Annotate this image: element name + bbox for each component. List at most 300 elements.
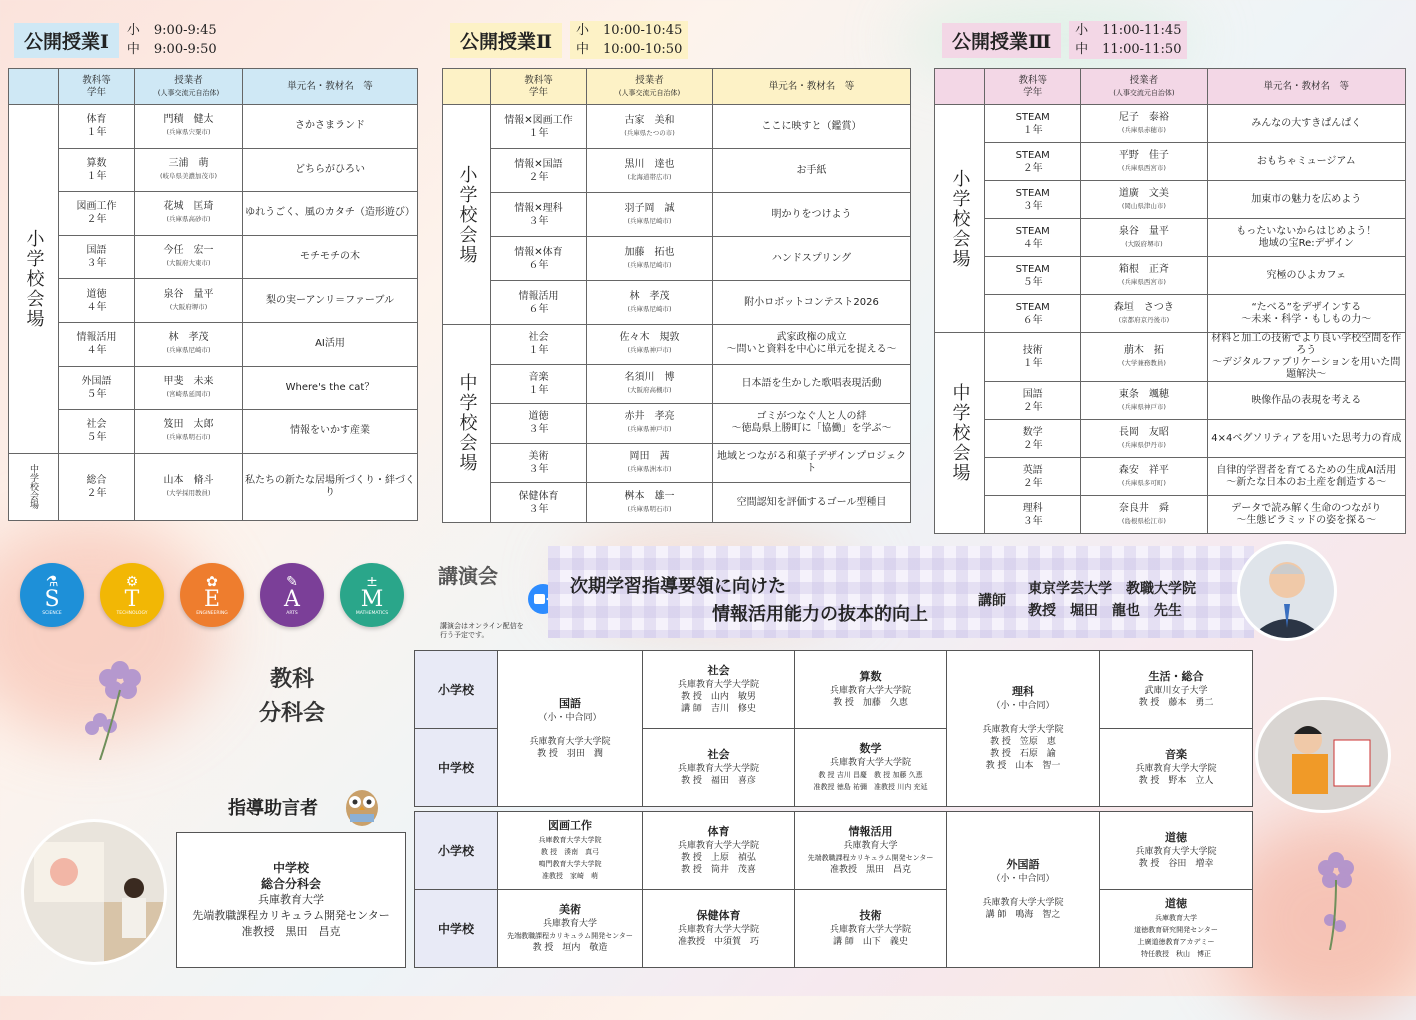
steam-word: MATHEMATICS: [355, 610, 389, 616]
kyoka-line: 兵庫教育大学大学院: [677, 763, 759, 774]
kyoka-name: 理科: [1012, 684, 1034, 698]
teacher-name: 東条 颯穂: [1118, 388, 1169, 400]
level-jh: 中学校: [415, 729, 498, 807]
advisor-line: 中学校: [272, 861, 309, 875]
kyoka-zuga: [498, 812, 643, 890]
kyoka-line: 道徳教育研究開発センター: [1134, 925, 1218, 934]
teacher-org: (兵庫県宍粟市): [166, 128, 211, 137]
subject-cell: [985, 333, 1081, 382]
teacher-name: 桝本 雄一: [624, 490, 675, 502]
kyoka-line: 講 師 山下 義史: [833, 936, 908, 947]
teacher-name: 泉谷 量平: [1118, 225, 1169, 237]
teacher-cell: [587, 404, 713, 444]
unit-cell: [1207, 496, 1405, 534]
unit-name: さかさまランド: [295, 120, 365, 132]
steam-letter: S: [44, 586, 60, 612]
speaker-photo: [1240, 544, 1334, 638]
unit-cell: [1207, 181, 1405, 219]
bunka-line: 分科会: [258, 700, 325, 726]
unit-name: 材料と加工の技術でより良い学校空間を作ろう 〜デジタルファブリケーションを用いた問題解決〜: [1211, 333, 1402, 380]
jh-venue-label: [9, 453, 59, 520]
subject-name: 道徳: [86, 288, 107, 300]
unit-name: 地域とつながる和菓子デザインプロジェクト: [717, 451, 906, 475]
teacher-cell: [587, 281, 713, 325]
teacher-org: (大学採用教員): [166, 488, 211, 497]
teacher-cell: [587, 105, 713, 149]
flower-decoration: [1300, 840, 1380, 950]
subject-cell: [491, 281, 587, 325]
grade: ５年: [1022, 276, 1043, 288]
kyoka-line: 兵庫教育大学大学院: [982, 897, 1064, 908]
advisor-line: 兵庫教育大学: [258, 893, 324, 906]
kyoka-line: 准教授 徳島 祐彌 准教授 川内 充延: [813, 782, 928, 791]
kyoka-name: 美術: [559, 902, 581, 916]
teacher-name: 林 孝茂: [629, 290, 670, 302]
kyoka-name: 道徳: [1165, 896, 1187, 910]
teacher-org: (兵庫県神戸市): [627, 425, 672, 434]
teacher-cell: [1081, 105, 1207, 143]
lesson1-header: [14, 18, 217, 62]
kyoka-line: 教 授 垣内 敬造: [532, 942, 608, 953]
teacher-org: (大学兼務教員): [1121, 359, 1166, 367]
kyoka-joho: [795, 812, 947, 890]
advisor-box: [176, 832, 406, 968]
kyoka-line: 兵庫教育大学大学院: [829, 685, 911, 696]
steam-letter: M: [360, 586, 384, 612]
unit-name: 自律的学習者を育てるための生成AI活用 〜新たな日本のお土産を創造する〜: [1216, 464, 1397, 488]
kyoka-line: 教 授 羽田 潤: [537, 748, 603, 759]
unit-cell: [1207, 420, 1405, 458]
unit-name: ハンドスプリング: [771, 252, 852, 264]
teacher-cell: [135, 235, 243, 279]
teacher-name: 古家 美和: [624, 114, 675, 126]
teacher-name: 道廣 文美: [1118, 187, 1169, 199]
grade: １年: [86, 127, 107, 139]
time-level: 小: [576, 23, 590, 38]
teacher-org: (京都府京丹後市): [1118, 315, 1170, 324]
teacher-org: (兵庫県神戸市): [1121, 402, 1166, 411]
header-unit: 単元名・教材名 等: [243, 69, 418, 105]
header-teacher: [135, 69, 243, 105]
subject-cell: [491, 364, 587, 404]
lesson1-times: [127, 21, 217, 59]
teacher-org: (兵庫県たつの市): [624, 128, 675, 137]
kyoka-line: 先端教職課程カリキュラム開発センター: [507, 931, 633, 940]
kyoka-taiiku: [643, 812, 795, 890]
unit-name: 武家政権の成立 〜問いと資料を中心に単元を捉える〜: [726, 332, 897, 356]
unit-name: 4×4ベグソリティアを用いた思考力の育成: [1211, 432, 1402, 444]
kyoka-line: 上廣道徳教育アカデミー: [1137, 937, 1215, 946]
subject-name: 図画工作: [76, 201, 117, 213]
grade: ６年: [528, 259, 549, 271]
subject-cell: [491, 193, 587, 237]
header-teacher-sub: (人事交流元自治体): [157, 88, 220, 97]
teacher-name: 名須川 博: [624, 371, 675, 383]
unit-cell: [243, 366, 418, 410]
subject-name: 情報活用: [76, 332, 117, 344]
kyoka-line: 教 授 藤本 勇二: [1138, 697, 1214, 708]
advisor-line: 准教授 黒田 昌克: [241, 925, 341, 938]
steam-circle-s: [20, 563, 84, 627]
subject-cell: [491, 149, 587, 193]
kyoka-line: 鳴門教育大学大学院: [538, 859, 602, 868]
kyoka-table-2: [414, 811, 1253, 968]
subject-name: 理科: [1022, 502, 1043, 514]
kyoka-line: 特任教授 秋山 博正: [1141, 949, 1211, 958]
grade: ４年: [86, 345, 107, 357]
teacher-name: 佐々木 規敦: [619, 332, 680, 344]
time-value: 10:00-10:50: [603, 42, 683, 57]
subject-name: 算数: [86, 157, 107, 169]
teacher-name: 箱根 正斉: [1118, 263, 1169, 275]
teacher-org: (大阪府高槻市): [627, 385, 672, 394]
kyoka-line: 兵庫教育大学大学院: [677, 679, 759, 690]
unit-cell: [243, 322, 418, 366]
kyoka-line: 兵庫教育大学大学院: [529, 736, 611, 747]
teacher-name: 花城 匡琦: [163, 201, 214, 213]
grade: ５年: [86, 432, 107, 444]
advisor-line: 先端教職課程カリキュラム開発センター: [192, 909, 390, 922]
steam-word: SCIENCE: [42, 610, 62, 616]
time-value: 10:00-10:45: [603, 23, 683, 38]
teacher-org: (大阪府大東市): [166, 259, 211, 268]
subject-name: 美術: [528, 451, 549, 463]
unit-name: もったいないからはじめよう！ 地域の宝Re:デザイン: [1236, 225, 1377, 249]
grade: ２年: [528, 171, 549, 183]
subject-name: 情報活用: [518, 290, 559, 302]
subject-name: STEAM: [1015, 111, 1050, 123]
teacher-org: (北海道帯広市): [627, 172, 672, 181]
time-value: 9:00-9:45: [153, 23, 217, 38]
kyoka-shakai-j: [643, 729, 795, 807]
subject-cell: [985, 382, 1081, 420]
grade: ６年: [1022, 314, 1043, 326]
steam-circle-e: [180, 563, 244, 627]
subject-name: 外国語: [81, 375, 112, 387]
unit-cell: [243, 279, 418, 323]
teacher-cell: [587, 237, 713, 281]
header-subject: 教科等 学年: [59, 69, 135, 105]
subject-name: STEAM: [1015, 225, 1050, 237]
kyoka-line: 兵庫教育大学大学院: [829, 924, 911, 935]
subject-cell: [59, 453, 135, 520]
subject-name: STEAM: [1015, 149, 1050, 161]
teacher-name: 森垣 さつき: [1113, 301, 1174, 313]
kyoka-gijutsu: [795, 890, 947, 968]
kyoka-name: 生活・総合: [1148, 669, 1204, 683]
subject-cell: [985, 105, 1081, 143]
teacher-name: 萠木 拓: [1123, 345, 1164, 356]
kyoka-line: 兵庫教育大学大学院: [538, 835, 602, 844]
elem-venue-label: [9, 105, 59, 454]
lesson2-table: [442, 68, 911, 523]
teacher-cell: [135, 105, 243, 149]
header-teacher-label: 授業者: [1129, 74, 1159, 86]
kyoka-line: 教 授 湊南 真弓: [540, 847, 600, 856]
teacher-name: 門積 健太: [163, 114, 214, 126]
subject-cell: [59, 410, 135, 454]
level-jh: 中学校: [415, 890, 498, 968]
kyoka-name: 道徳: [1165, 830, 1187, 844]
time-level: 小: [1075, 23, 1089, 38]
kyoka-line: 教 授 谷田 増幸: [1138, 858, 1214, 869]
header-unit: 単元名・教材名 等: [713, 69, 911, 105]
subject-name: STEAM: [1015, 263, 1050, 275]
teacher-org: (大阪府堺市): [1125, 239, 1163, 248]
subject-name: 国語: [86, 245, 107, 257]
teacher-cell: [587, 483, 713, 523]
subject-cell: [59, 192, 135, 236]
kyoka-line: 教 授 加藤 久恵: [833, 697, 908, 708]
teacher-name: 林 孝茂: [168, 332, 209, 344]
teacher-org: (兵庫県尼崎市): [627, 304, 672, 313]
subject-cell: [59, 235, 135, 279]
teacher-cell: [587, 149, 713, 193]
teacher-cell: [587, 443, 713, 483]
unit-name: みんなの大すきぱんぱく: [1251, 117, 1362, 129]
lecture-title-1: 次期学習指導要領に向けた: [570, 576, 786, 597]
grade: ２年: [1022, 401, 1043, 413]
lesson3-header: [942, 18, 1187, 62]
lesson2-header: [450, 18, 688, 62]
kyoka-name: 音楽: [1165, 747, 1187, 761]
kyoka-dotoku-j: [1100, 890, 1253, 968]
teacher-cell: [1081, 257, 1207, 295]
grade: ３年: [528, 464, 549, 476]
steam-letter: T: [124, 586, 140, 612]
flower-decoration: [80, 650, 170, 760]
unit-cell: [713, 193, 911, 237]
kyoka-line: 教 授 福田 喜彦: [681, 775, 756, 786]
header-teacher-label: 授業者: [635, 74, 664, 86]
teacher-name: 尼子 泰裕: [1118, 111, 1169, 123]
subject-name: 英語: [1022, 464, 1043, 476]
unit-cell: [1207, 333, 1405, 382]
subject-cell: [985, 257, 1081, 295]
teacher-name: 長岡 友昭: [1118, 426, 1169, 438]
teacher-cell: [135, 279, 243, 323]
lecture-badge-label: 講演会: [438, 564, 498, 588]
speaker-name: 教授 堀田 龍也 先生: [1028, 603, 1182, 619]
subject-cell: [491, 105, 587, 149]
teacher-cell: [135, 366, 243, 410]
jh-venue-text: 中学校会場: [456, 373, 478, 474]
teacher-name: 山本 脩斗: [163, 474, 214, 486]
level-elem: 小学校: [415, 651, 498, 729]
subject-cell: [491, 483, 587, 523]
unit-cell: [1207, 219, 1405, 257]
kyoka-line: 兵庫教育大学大学院: [829, 757, 911, 768]
subject-name: 情報✕国語: [514, 158, 563, 170]
kyoka-line: 武庫川女子大学: [1144, 685, 1208, 696]
kyoka-name: 国語: [559, 696, 581, 710]
teacher-name: 赤井 孝亮: [624, 411, 675, 423]
header-blank: [9, 69, 59, 105]
steam-icon: ✎: [286, 573, 298, 590]
time-value: 9:00-9:50: [153, 42, 217, 57]
teacher-org: (大阪府堺市): [169, 302, 208, 311]
grade: １年: [86, 170, 107, 182]
kyoka-gaikoku: [947, 812, 1100, 968]
kyoka-line: 兵庫教育大学大学院: [677, 924, 759, 935]
unit-cell: [713, 325, 911, 365]
lesson3-times: [1069, 21, 1187, 59]
steam-circle-a: [260, 563, 324, 627]
steam-icon: ⚙: [125, 573, 139, 590]
steam-circle-m: [340, 563, 404, 627]
time-level: 中: [1075, 42, 1089, 57]
kyoka-name: 社会: [707, 747, 730, 761]
jh-venue-text: 中学校会場: [949, 383, 971, 483]
teacher-cell: [1081, 382, 1207, 420]
subject-cell: [59, 148, 135, 192]
jh-venue-text: 中学校会場: [28, 464, 38, 510]
kyoka-line: 兵庫教育大学: [843, 840, 898, 851]
lesson3-table: [934, 68, 1406, 534]
subject-cell: [985, 219, 1081, 257]
subject-name: 社会: [528, 332, 549, 344]
unit-cell: [713, 237, 911, 281]
teacher-org: (島根県松江市): [1121, 516, 1166, 525]
steam-circle-t: [100, 563, 164, 627]
grade: ６年: [528, 303, 549, 315]
teacher-name: 三浦 萌: [168, 157, 209, 169]
subject-name: 体育: [86, 114, 107, 126]
bunka-label: [232, 662, 352, 762]
steam-word: ARTS: [286, 610, 298, 616]
unit-name: 日本語を生かした歌唱表現活動: [741, 377, 882, 389]
kyoka-sub: （小・中合同）: [538, 712, 602, 723]
grade: ３年: [1022, 515, 1043, 527]
teacher-cell: [1081, 496, 1207, 534]
subject-cell: [985, 181, 1081, 219]
kyoka-name: 情報活用: [848, 824, 893, 838]
grade: ２年: [86, 487, 107, 499]
header-teacher: [1081, 69, 1207, 105]
kyoka-name: 技術: [859, 908, 882, 922]
grade: ４年: [1022, 238, 1043, 250]
subject-name: 国語: [1022, 388, 1043, 400]
time-value: 11:00-11:50: [1102, 42, 1182, 57]
teacher-name: 泉谷 量平: [163, 288, 214, 300]
subject-name: STEAM: [1015, 187, 1050, 199]
unit-name: Where's the cat？: [285, 381, 375, 393]
kyoka-name: 数学: [859, 741, 882, 755]
grade: １年: [1022, 358, 1043, 369]
kyoka-line: 兵庫教育大学大学院: [677, 840, 759, 851]
unit-name: 明かりをつけよう: [771, 208, 852, 220]
teacher-cell: [1081, 333, 1207, 382]
owl-icon: [340, 784, 384, 828]
kyoka-line: 准教授 家崎 萌: [542, 871, 598, 880]
kyoka-line: 兵庫教育大学大学院: [1135, 763, 1217, 774]
kyoka-line: 教 授 山本 智一: [985, 760, 1061, 771]
kyoka-name: 外国語: [1006, 857, 1040, 871]
steam-letter: E: [203, 586, 221, 612]
header-blank: [935, 69, 985, 105]
kyoka-line: 准教授 黒田 昌克: [829, 864, 911, 875]
unit-cell: [243, 105, 418, 149]
kyoka-ongaku: [1100, 729, 1253, 807]
teacher-org: (宮崎県延岡市): [166, 389, 211, 398]
unit-name: モチモチの木: [300, 251, 360, 263]
kyoka-line: 教 授 吉川 昌慶 教 授 加藤 久恵: [818, 770, 923, 779]
kyoka-line: 兵庫教育大学大学院: [982, 724, 1064, 735]
subject-cell: [59, 279, 135, 323]
teacher-org: (兵庫県西宮市): [1121, 277, 1166, 286]
teacher-cell: [1081, 143, 1207, 181]
kyoka-sugaku: [795, 729, 947, 807]
kyoka-bijutsu: [498, 890, 643, 968]
teacher-org: (兵庫県赤穂市): [1121, 125, 1166, 134]
header-teacher-sub: (人事交流元自治体): [618, 88, 681, 97]
jh-venue-label: [935, 333, 985, 534]
grade: ２年: [1022, 162, 1043, 174]
subject-name: 社会: [86, 419, 107, 431]
teacher-cell: [587, 193, 713, 237]
header-unit: 単元名・教材名 等: [1207, 69, 1405, 105]
steam-icon: ✿: [206, 573, 218, 590]
subject-cell: [59, 105, 135, 149]
kyoka-line: 講 師 鳴海 智之: [985, 909, 1061, 920]
grade: ３年: [528, 503, 549, 515]
unit-name: ゆれうごく、風のカタチ（造形遊び）: [245, 207, 415, 219]
unit-cell: [1207, 257, 1405, 295]
kyoka-sub: （小・中合同）: [991, 700, 1055, 711]
lecture-note: 講演会はオンライン配信を 行う予定です。: [440, 622, 524, 639]
header-teacher-sub: (人事交流元自治体): [1113, 88, 1175, 97]
unit-name: 情報をいかす産業: [290, 425, 370, 437]
teacher-name: 森安 祥平: [1118, 464, 1169, 476]
kyoka-hoken: [643, 890, 795, 968]
advisor-line: 総合分科会: [260, 877, 321, 891]
unit-name: おもちゃミュージアム: [1256, 155, 1356, 167]
unit-cell: [713, 105, 911, 149]
unit-cell: [713, 364, 911, 404]
elem-venue-text: 小学校会場: [949, 168, 971, 269]
unit-cell: [713, 483, 911, 523]
subject-cell: [985, 496, 1081, 534]
subject-cell: [491, 325, 587, 365]
time-value: 11:00-11:45: [1102, 23, 1182, 38]
subject-cell: [985, 420, 1081, 458]
teacher-org: (兵庫県神戸市): [627, 346, 672, 355]
subject-name: 総合: [86, 474, 107, 486]
teacher-org: (岡山県津山市): [1121, 201, 1166, 210]
time-level: 中: [126, 42, 140, 57]
header-teacher-label: 授業者: [174, 74, 203, 86]
unit-name: 映像作品の表現を考える: [1251, 394, 1362, 406]
lecture-badge: [438, 560, 538, 610]
kyoka-line: 兵庫教育大学: [1155, 913, 1197, 922]
teacher-name: 甲斐 未来: [163, 375, 214, 387]
unit-name: ゴミがつなぐ人と人の絆 〜徳島県上勝町に「協働」を学ぶ〜: [731, 411, 892, 435]
student-photo: [1258, 700, 1388, 810]
header-blank: [443, 69, 491, 105]
classroom-photo: [24, 822, 164, 962]
unit-name: 空間認知を評価するゴール型種目: [736, 496, 887, 508]
unit-name: どちらがひろい: [295, 163, 365, 175]
steam-icon: ⚗: [45, 573, 59, 590]
subject-name: 情報✕体育: [514, 246, 563, 258]
kyoka-line: 教 授 上原 禎弘: [681, 852, 756, 863]
unit-cell: [713, 281, 911, 325]
teacher-cell: [587, 364, 713, 404]
teacher-cell: [135, 453, 243, 520]
unit-cell: [243, 235, 418, 279]
teacher-org: (兵庫県多可町): [1121, 478, 1166, 487]
teacher-org: (兵庫県尼崎市): [627, 216, 672, 225]
